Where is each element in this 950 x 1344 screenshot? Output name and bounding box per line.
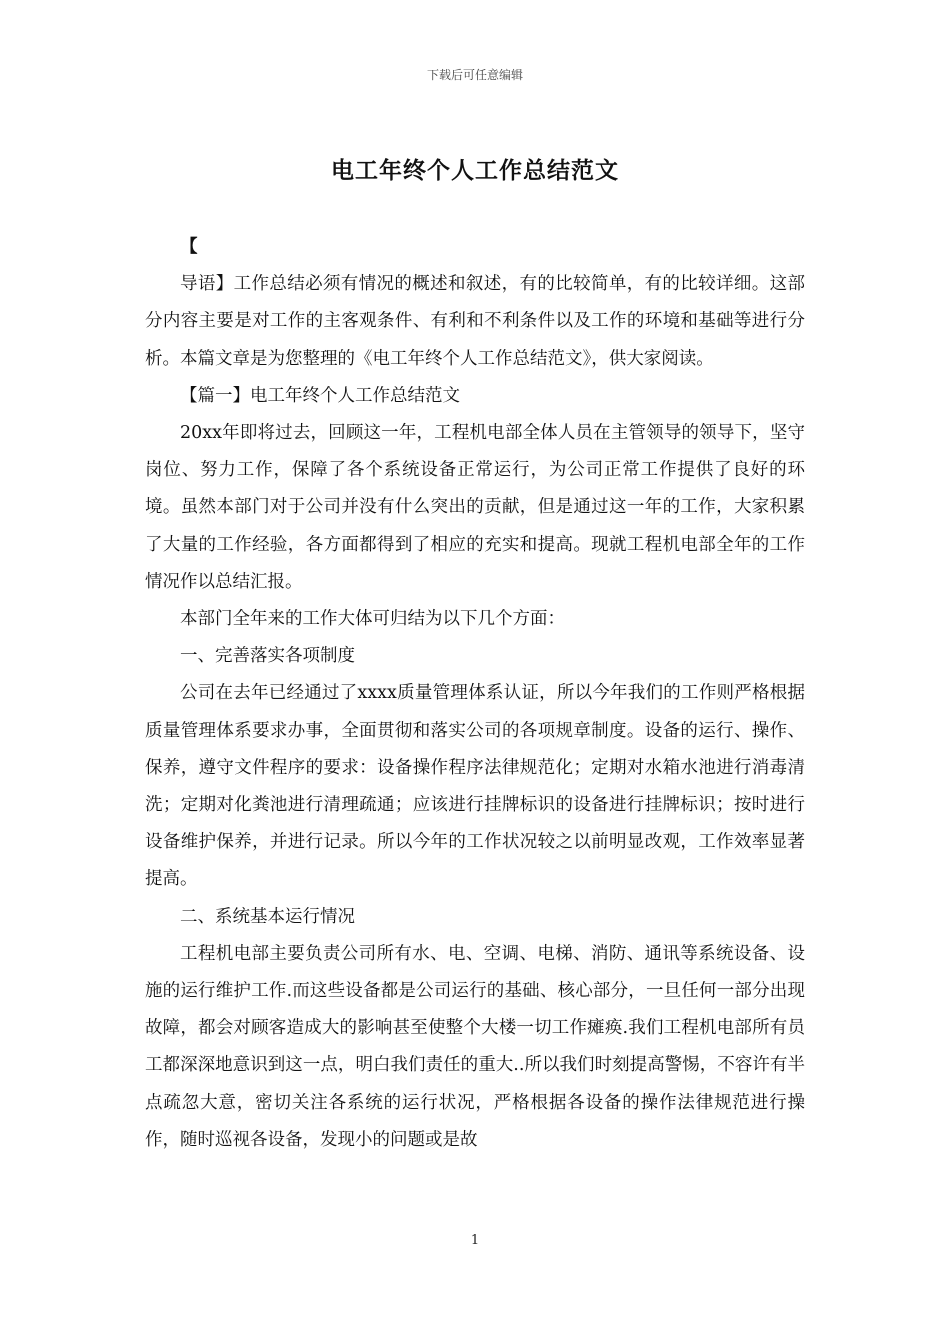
document-body [145,229,805,1159]
paragraph-heading-2: 二、系统基本运行情况 [180,906,355,927]
paragraph-system-rules: 公司在去年已经通过了xxxx质量管理体系认证，所以今年我们的工作则严格根据质量管理体系要求办事，全面贯彻和落实公司的各项规章制度。设备的运行、操作、保养，遵守文件程序的要求：设备操作程序法律规范化；定期对水箱水池进行消毒清洗；定期对化粪池进行清理疏通；应该进行挂牌标识的设备进行挂牌标识；按时进行设备维护保养，并进行记录。所以今年的工作状况较之以前明显改观，工作效率显著提高。 [145,683,805,890]
paragraph-operations: 工程机电部主要负责公司所有水、电、空调、电梯、消防、通讯等系统设备、设施的运行维护工作.而这些设备都是公司运行的基础、核心部分，一旦任何一部分出现故障，都会对顾客造成大的影响甚至使整个大楼一切工作瘫痪.我们工程机电部所有员工都深深地意识到这一点，明白我们责任的重大..所以我们时刻提高警惕，不容许有半点疏忽大意，密切关注各系统的运行状况，严格根据各设备的操作法律规范进行操作，随时巡视各设备，发现小的问题或是故 [145,943,805,1150]
document-title: 电工年终个人工作总结范文 [331,157,619,184]
page-header-note: 下载后可任意编辑 [426,68,523,82]
paragraph-intro: 导语】工作总结必须有情况的概述和叙述，有的比较简单，有的比较详细。这部分内容主要是对工作的主客观条件、有利和不利条件以及工作的环境和基础等进行分析。本篇文章是为您整理的《电工年终个人工作总结范文》，供大家阅读。 [145,274,805,369]
paragraph-overview: 20xx年即将过去，回顾这一年，工程机电部全体人员在主管领导的领导下，坚守岗位、努力工作，保障了各个系统设备正常运行，为公司正常工作提供了良好的环境。虽然本部门对于公司并没有什么突出的贡献，但是通过这一年的工作，大家积累了大量的工作经验，各方面都得到了相应的充实和提高。现就工程机电部全年的工作情况作以总结汇报。 [145,423,805,592]
paragraph-section-heading: 【篇一】电工年终个人工作总结范文 [180,385,460,406]
paragraph-summary-lead: 本部门全年来的工作大体可归结为以下几个方面： [180,609,565,630]
page-number: 1 [470,1233,480,1248]
paragraph-heading-1: 一、完善落实各项制度 [180,646,355,667]
paragraph-bracket: 【 [180,237,198,257]
